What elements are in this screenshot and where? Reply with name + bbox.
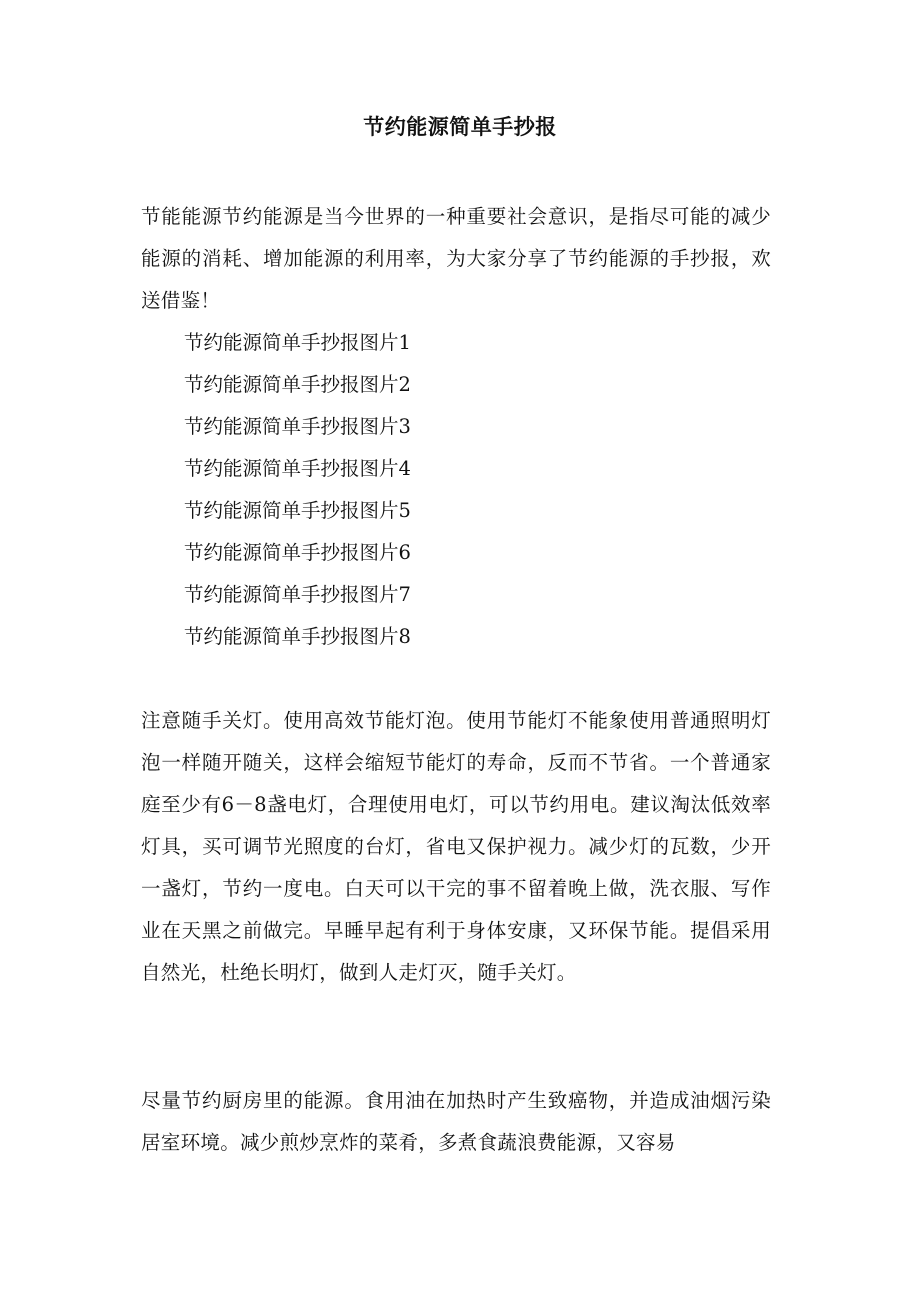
kitchen-paragraph: 尽量节约厨房里的能源。食用油在加热时产生致癌物，并造成油烟污染居室环境。减少煎炒烹炸的菜肴，多煮食蔬浪费能源，又容易 xyxy=(141,1089,771,1154)
lighting-paragraph: 注意随手关灯。使用高效节能灯泡。使用节能灯不能象使用普通照明灯泡一样随开随关，这样会缩短节能灯的寿命，反而不节省。一个普通家庭至少有6－8盏电灯，合理使用电灯，可以节约用电。建议淘汰低效率灯具，买可调节光照度的台灯，省电又保护视力。减少灯的瓦数，少开一盏灯，节约一度电。白天可以干完的事不留着晚上做，洗衣服、写作业在天黑之前做完。早睡早起有利于身体安康，又环保节能。提倡采用自然光，杜绝长明灯，做到人走灯灭，随手关灯。 xyxy=(141,709,771,984)
intro-paragraph: 节能能源节约能源是当今世界的一种重要社会意识，是指尽可能的减少能源的消耗、增加能源的利用率，为大家分享了节约能源的手抄报，欢送借鉴！ xyxy=(141,205,771,312)
image-caption: 节约能源简单手抄报图片6 xyxy=(184,541,411,564)
image-caption: 节约能源简单手抄报图片7 xyxy=(184,583,411,606)
image-caption: 节约能源简单手抄报图片2 xyxy=(184,373,411,396)
image-caption: 节约能源简单手抄报图片4 xyxy=(184,457,411,480)
document-title: 节约能源简单手抄报 xyxy=(363,114,557,139)
image-caption: 节约能源简单手抄报图片8 xyxy=(184,625,411,648)
image-caption-list xyxy=(184,322,411,658)
image-caption: 节约能源简单手抄报图片5 xyxy=(184,499,411,522)
image-caption: 节约能源简单手抄报图片3 xyxy=(184,415,411,438)
image-caption: 节约能源简单手抄报图片1 xyxy=(184,331,411,354)
